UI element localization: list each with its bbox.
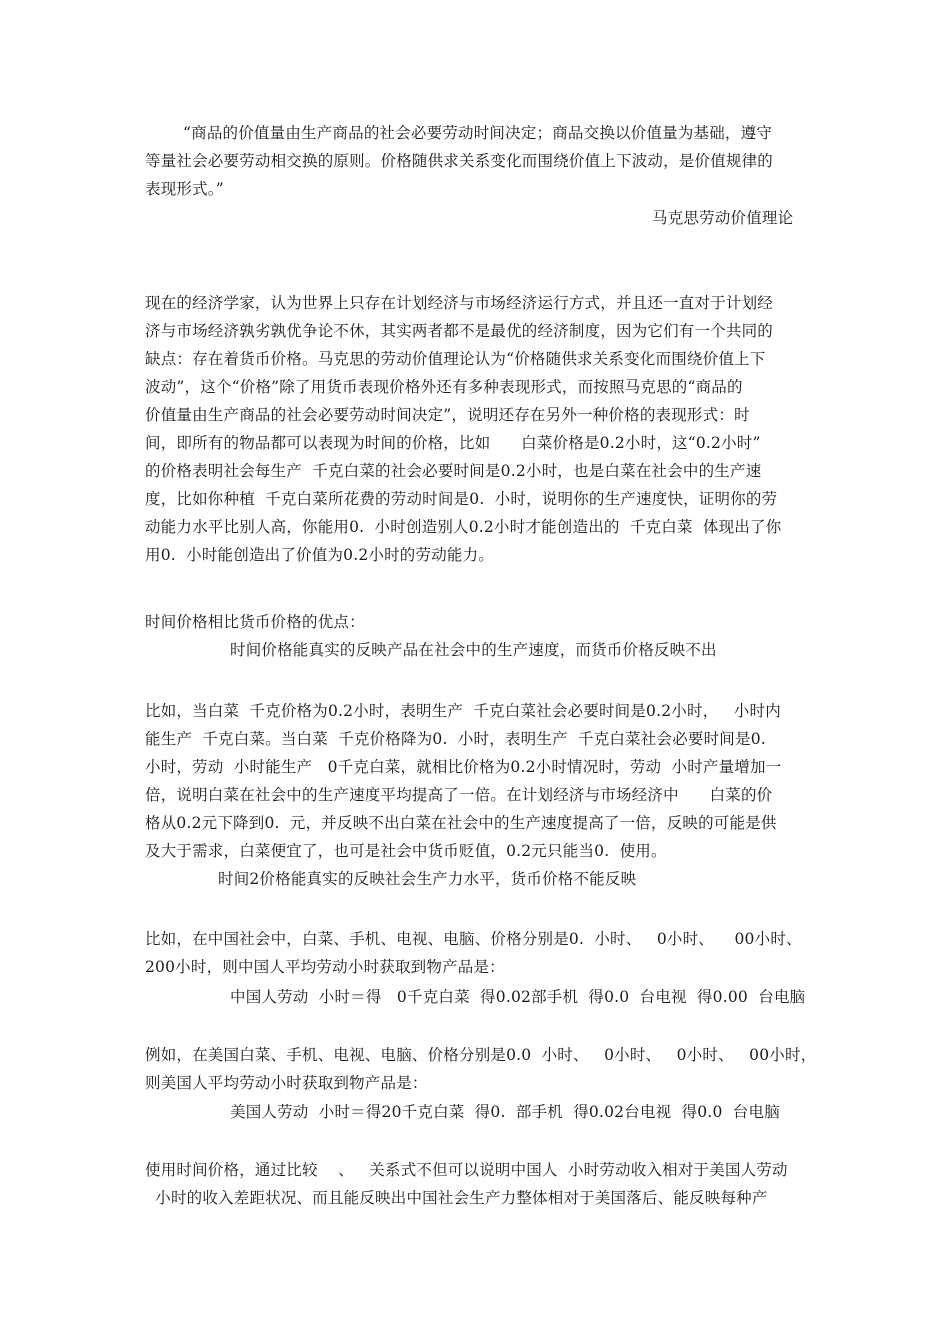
para1-line-1: 现在的经济学家，认为世界上只存在计划经济与市场经济运行方式，并且还一直对于计划经 [145, 294, 774, 312]
para2-line-4: 倍，说明白菜在社会中的生产速度平均提高了一倍。在计划经济与市场经济中 白菜的价 [145, 786, 773, 804]
quote-line-2: 等量社会必要劳动相交换的原则。价格随供求关系变化而围绕价值上下波动，是价值规律的 [145, 152, 774, 170]
para3-line-2: 200小时，则中国人平均劳动小时获取到物产品是： [145, 958, 505, 976]
para1-line-9: 动能力水平比别人高，你能用0. 小时创造别人0.2小时才能创造出的 千克白菜 体现出了你 [145, 518, 782, 536]
para2-line-6: 及大于需求，白菜便宜了，也可是社会中货币贬值，0.2元只能当0. 使用。 [145, 842, 667, 860]
quote-attribution: 马克思劳动价值理论 [652, 209, 794, 227]
advantages-heading: 时间价格相比货币价格的优点： [145, 613, 365, 631]
usa-equation: 美国人劳动 小时＝得20千克白菜 得0. 部手机 得0.02台电视 得0.0 台电脑 [230, 1103, 780, 1121]
para1-line-2: 济与市场经济孰劣孰优争论不休，其实两者都不是最优的经济制度，因为它们有一个共同的 [145, 322, 774, 340]
para1-line-7: 的价格表明社会每生产 千克白菜的社会必要时间是0.2小时，也是白菜在社会中的生产速 [145, 462, 762, 480]
para1-line-5: 价值量由生产商品的社会必要劳动时间决定”，说明还存在另外一种价格的表现形式：时 [145, 406, 750, 424]
para3-line-1: 比如，在中国社会中，白菜、手机、电视、电脑、价格分别是0. 小时、 0小时、 00小时、 [145, 930, 802, 948]
quote-line-1: “商品的价值量由生产商品的社会必要劳动时间决定；商品交换以价值量为基础，遵守 [183, 124, 773, 142]
para1-line-10: 用0. 小时能创造出了价值为0.2小时的劳动能力。 [145, 546, 494, 564]
para5-line-2: 小时的收入差距状况、而且能反映出中国社会生产力整体相对于美国落后、能反映每种产 [145, 1189, 768, 1207]
para2-line-5: 格从0.2元下降到0. 元，并反映不出白菜在社会中的生产速度提高了一倍，反映的可能是供 [145, 814, 777, 832]
para4-line-2: 则美国人平均劳动小时获取到物产品是： [145, 1074, 428, 1092]
para2-line-1: 比如，当白菜 千克价格为0.2小时，表明生产 千克白菜社会必要时间是0.2小时， 小时内 [145, 702, 781, 720]
para2-line-2: 能生产 千克白菜。当白菜 千克价格降为0. 小时，表明生产 千克白菜社会必要时间是0. [145, 730, 766, 748]
para1-line-6: 间，即所有的物品都可以表现为时间的价格，比如 白菜价格是0.2小时，这“0.2小时” [145, 434, 761, 452]
advantage-point-1: 时间价格能真实的反映产品在社会中的生产速度，而货币价格反映不出 [230, 641, 717, 659]
para1-line-3: 缺点：存在着货币价格。马克思的劳动价值理论认为“价格随供求关系变化而围绕价值上下 [145, 350, 766, 368]
quote-line-3: 表现形式。” [145, 180, 224, 198]
para1-line-4: 波动”，这个“价格”除了用货币表现价格外还有多种表现形式，而按照马克思的“商品的 [145, 378, 743, 396]
para5-line-1: 使用时间价格，通过比较 、 关系式不但可以说明中国人 小时劳动收入相对于美国人劳动 [145, 1161, 788, 1179]
china-equation: 中国人劳动 小时＝得 0千克白菜 得0.02部手机 得0.0 台电视 得0.00 台电脑 [230, 988, 806, 1006]
advantage-point-2: 时间2价格能真实的反映社会生产力水平，货币价格不能反映 [218, 870, 637, 888]
para1-line-8: 度，比如你种植 千克白菜所花费的劳动时间是0. 小时，说明你的生产速度快，证明你的劳 [145, 490, 778, 508]
para2-line-3: 小时，劳动 小时能生产 0千克白菜，就相比价格为0.2小时情况时，劳动 小时产量增加一 [145, 758, 782, 776]
para4-line-1: 例如，在美国白菜、手机、电视、电脑、价格分别是0.0 小时、 0小时、 0小时、 00小时， [145, 1046, 817, 1064]
